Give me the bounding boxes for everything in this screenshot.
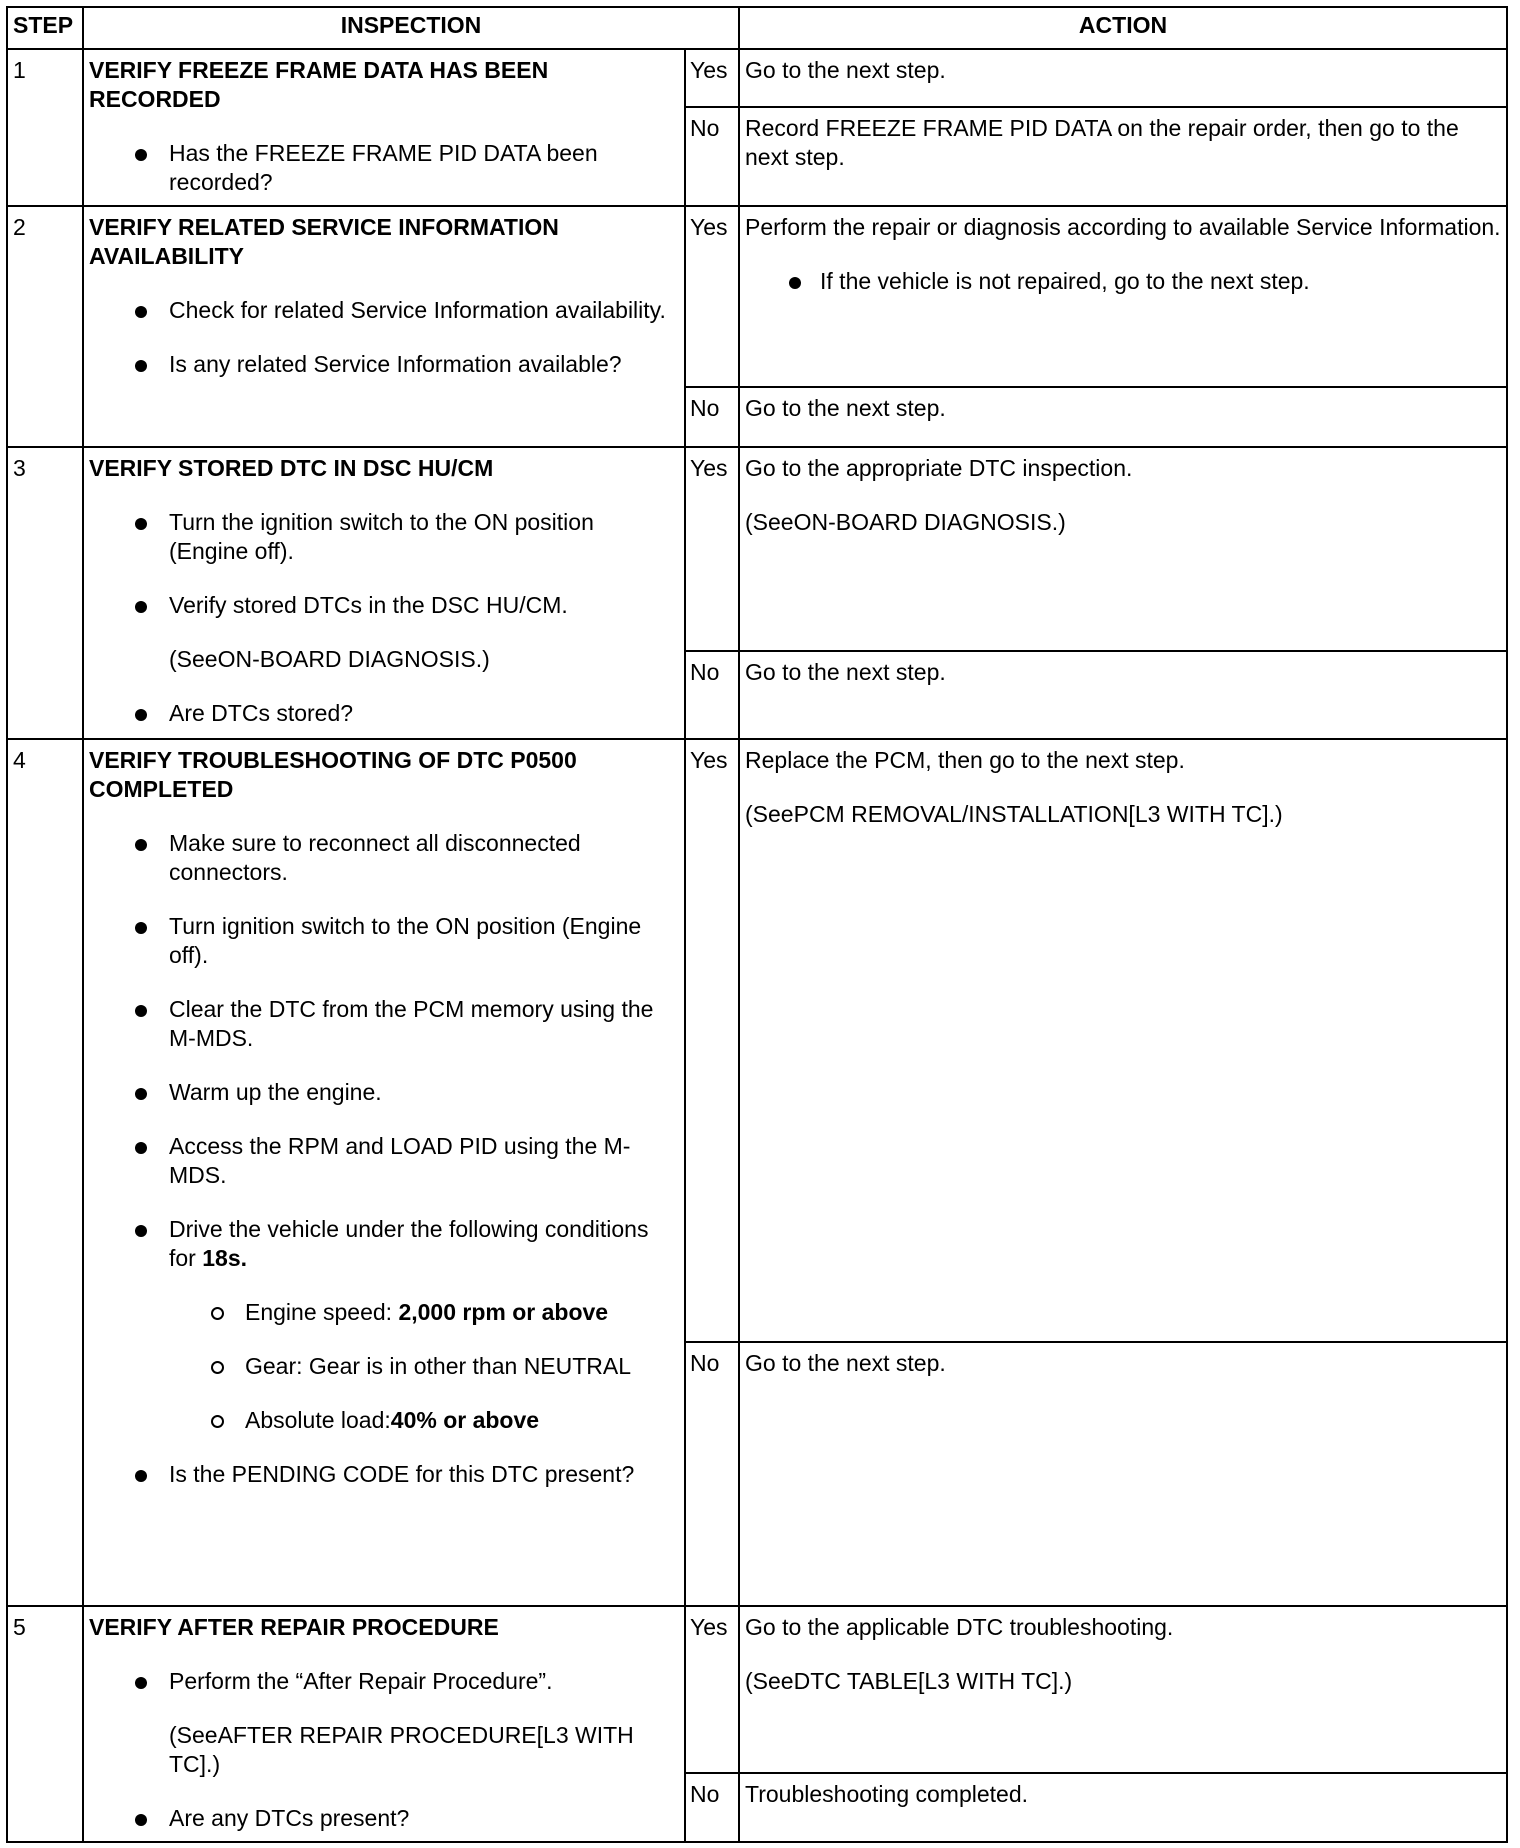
list-item: Check for related Service Information availability. [89, 296, 679, 325]
inspection-list [89, 508, 679, 620]
action-text: Replace the PCM, then go to the next step. [745, 747, 1185, 773]
condition-item: Absolute load:40% or above [89, 1406, 679, 1435]
no-action [739, 107, 1507, 206]
see-reference: (SeeON-BOARD DIAGNOSIS.) [169, 646, 490, 672]
inspection-list [89, 1667, 679, 1696]
step-number: 3 [7, 447, 83, 739]
action-text: Perform the repair or diagnosis according to available Service Information. [745, 214, 1501, 240]
step-2-yes-row [7, 206, 1507, 387]
see-reference: (SeeON-BOARD DIAGNOSIS.) [745, 509, 1066, 535]
step-inspection [83, 739, 685, 1606]
action-text: Record FREEZE FRAME PID DATA on the repair order, then go to the next step. [745, 115, 1459, 171]
yes-label: Yes [685, 739, 739, 1342]
yes-action [739, 739, 1507, 1342]
step-number: 1 [7, 49, 83, 206]
condition-item: Gear: Gear is in other than NEUTRAL [89, 1352, 679, 1381]
action-text: Go to the appropriate DTC inspection. [745, 455, 1133, 481]
action-text: Troubleshooting completed. [745, 1781, 1029, 1808]
step-3-yes-row [7, 447, 1507, 651]
list-item: Are DTCs stored? [89, 699, 679, 728]
table-header-row [7, 7, 1507, 49]
inspection-list [89, 829, 679, 1489]
action-text: Go to the next step. [745, 57, 946, 83]
header-step: STEP [7, 7, 83, 49]
header-inspection: INSPECTION [83, 7, 739, 49]
no-label: No [685, 387, 739, 447]
step-inspection [83, 447, 685, 739]
header-action: ACTION [739, 7, 1507, 49]
step-number: 4 [7, 739, 83, 1606]
list-item: Are any DTCs present? [89, 1804, 679, 1833]
step-4-yes-row [7, 739, 1507, 1342]
yes-label: Yes [685, 49, 739, 107]
no-action [739, 387, 1507, 447]
list-item: Is any related Service Information available? [89, 350, 679, 379]
step-5-yes-row [7, 1606, 1507, 1773]
yes-action [739, 1606, 1507, 1773]
list-item: Make sure to reconnect all disconnected connectors. [89, 829, 679, 887]
no-label: No [685, 1773, 739, 1842]
step-inspection [83, 1606, 685, 1842]
list-item: Perform the “After Repair Procedure”. [89, 1667, 679, 1696]
step-title: VERIFY FREEZE FRAME DATA HAS BEEN RECORDED [89, 57, 549, 112]
list-item-drive-conditions: Drive the vehicle under the following conditions for 18s. [89, 1215, 679, 1273]
yes-label: Yes [685, 1606, 739, 1773]
no-label: No [685, 651, 739, 739]
action-text: Go to the applicable DTC troubleshooting. [745, 1614, 1174, 1640]
no-label: No [685, 1342, 739, 1606]
no-action [739, 1342, 1507, 1606]
inspection-list [89, 296, 679, 379]
action-text: Go to the next step. [745, 395, 946, 421]
list-item: Turn the ignition switch to the ON position (Engine off). [89, 508, 679, 566]
step-1-yes-row [7, 49, 1507, 107]
list-item: Clear the DTC from the PCM memory using the M-MDS. [89, 995, 679, 1053]
yes-action [739, 447, 1507, 651]
list-item: Warm up the engine. [89, 1078, 679, 1107]
list-item: Turn ignition switch to the ON position (Engine off). [89, 912, 679, 970]
action-bullet: If the vehicle is not repaired, go to the next step. [745, 267, 1501, 296]
inspection-list [89, 699, 679, 728]
no-label: No [685, 107, 739, 206]
list-item: Is the PENDING CODE for this DTC present? [89, 1460, 679, 1489]
see-reference: (SeeAFTER REPAIR PROCEDURE[L3 WITH TC].) [169, 1722, 634, 1777]
yes-label: Yes [685, 447, 739, 651]
step-inspection [83, 206, 685, 447]
see-reference: (SeeDTC TABLE[L3 WITH TC].) [745, 1668, 1073, 1694]
action-text: Go to the next step. [745, 1350, 946, 1376]
yes-action [739, 49, 1507, 107]
list-item: Has the FREEZE FRAME PID DATA been recorded? [89, 139, 679, 197]
action-text: Go to the next step. [745, 659, 946, 685]
inspection-list [89, 139, 679, 197]
condition-item: Engine speed: 2,000 rpm or above [89, 1298, 679, 1327]
list-item: Access the RPM and LOAD PID using the M-MDS. [89, 1132, 679, 1190]
yes-label: Yes [685, 206, 739, 387]
inspection-list [89, 1804, 679, 1833]
step-title: VERIFY STORED DTC IN DSC HU/CM [89, 455, 494, 481]
step-inspection [83, 49, 685, 206]
step-title: VERIFY RELATED SERVICE INFORMATION AVAILABILITY [89, 214, 559, 269]
step-title: VERIFY TROUBLESHOOTING OF DTC P0500 COMPLETED [89, 747, 577, 802]
no-action [739, 651, 1507, 739]
list-item: Verify stored DTCs in the DSC HU/CM. [89, 591, 679, 620]
step-number: 2 [7, 206, 83, 447]
step-title: VERIFY AFTER REPAIR PROCEDURE [89, 1614, 499, 1640]
yes-action [739, 206, 1507, 387]
no-action [739, 1773, 1507, 1842]
diagnostic-procedure-table [6, 6, 1508, 1843]
see-reference: (SeePCM REMOVAL/INSTALLATION[L3 WITH TC].) [745, 801, 1283, 827]
step-number: 5 [7, 1606, 83, 1842]
